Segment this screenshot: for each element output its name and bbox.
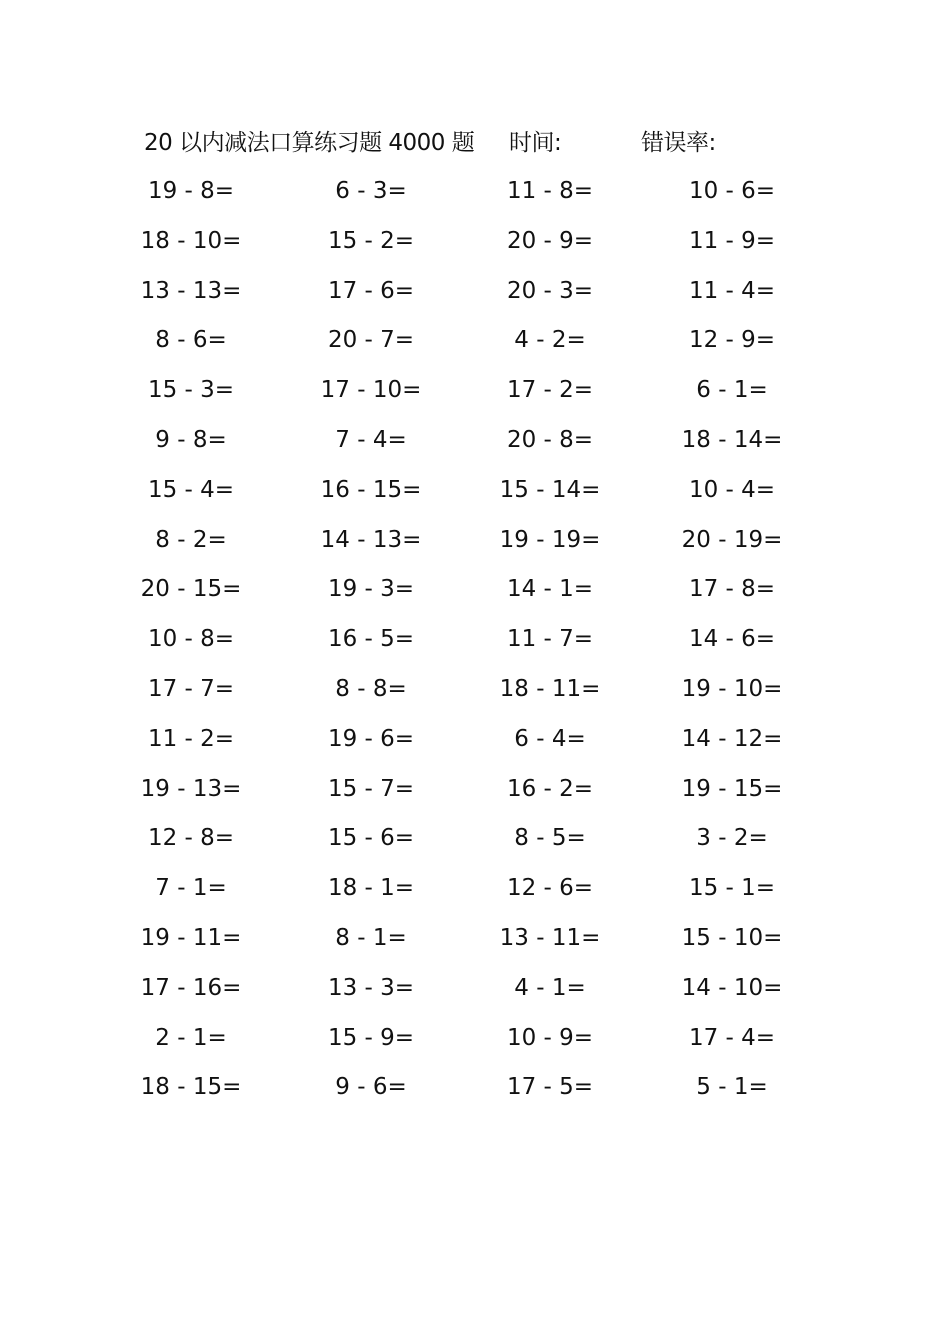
problem-item: 11 - 9= — [688, 227, 776, 254]
problem-item: 20 - 15= — [140, 576, 242, 603]
problem-row — [0, 671, 950, 721]
problem-item: 15 - 9= — [327, 1024, 415, 1051]
problem-row — [0, 472, 950, 522]
problem-row — [0, 920, 950, 970]
time-label: 时间: — [509, 130, 562, 156]
problem-item: 13 - 11= — [499, 924, 601, 951]
problem-item: 18 - 11= — [499, 675, 601, 702]
problem-row — [0, 571, 950, 621]
problem-item: 6 - 1= — [696, 377, 768, 404]
problem-item: 16 - 15= — [320, 476, 422, 503]
problem-item: 8 - 8= — [335, 675, 407, 702]
problem-row — [0, 771, 950, 821]
problem-item: 12 - 9= — [688, 327, 776, 354]
problem-item: 8 - 6= — [155, 327, 227, 354]
problem-item: 14 - 13= — [320, 526, 422, 553]
problem-item: 7 - 1= — [155, 875, 227, 902]
problem-item: 20 - 7= — [327, 327, 415, 354]
problem-item: 6 - 3= — [335, 178, 407, 204]
worksheet-title: 20 以内减法口算练习题 4000 题 — [144, 130, 475, 156]
problem-row — [0, 372, 950, 422]
problem-row — [0, 322, 950, 372]
problem-item: 8 - 2= — [155, 526, 227, 553]
problem-row — [0, 1069, 950, 1119]
problem-item: 4 - 1= — [514, 974, 586, 1001]
problem-item: 14 - 6= — [688, 626, 776, 653]
problem-item: 19 - 13= — [140, 775, 242, 802]
problem-item: 8 - 1= — [335, 924, 407, 951]
problem-item: 15 - 14= — [499, 476, 601, 503]
problem-item: 17 - 4= — [688, 1024, 776, 1051]
problem-row — [0, 820, 950, 870]
problem-item: 6 - 4= — [514, 725, 586, 752]
problem-item: 15 - 6= — [327, 825, 415, 852]
problem-row — [0, 223, 950, 273]
problem-item: 17 - 2= — [506, 377, 594, 404]
problem-row — [0, 273, 950, 323]
problem-item: 15 - 2= — [327, 227, 415, 254]
problem-item: 13 - 13= — [140, 277, 242, 304]
problem-item: 15 - 1= — [688, 875, 776, 902]
problem-item: 17 - 10= — [320, 377, 422, 404]
problem-item: 18 - 1= — [327, 875, 415, 902]
problem-item: 13 - 3= — [327, 974, 415, 1001]
error-rate-label: 错误率: — [641, 130, 716, 156]
problem-row — [0, 173, 950, 223]
problem-item: 2 - 1= — [155, 1024, 227, 1051]
problem-item: 11 - 8= — [506, 178, 594, 204]
problem-row — [0, 870, 950, 920]
problem-item: 18 - 10= — [140, 227, 242, 254]
problem-row — [0, 1020, 950, 1070]
problem-item: 11 - 4= — [688, 277, 776, 304]
problem-item: 16 - 5= — [327, 626, 415, 653]
problem-item: 20 - 9= — [506, 227, 594, 254]
problem-item: 19 - 19= — [499, 526, 601, 553]
worksheet-header — [0, 124, 950, 160]
problem-item: 14 - 12= — [681, 725, 783, 752]
problem-item: 17 - 6= — [327, 277, 415, 304]
problem-item: 10 - 9= — [506, 1024, 594, 1051]
problem-item: 10 - 8= — [147, 626, 235, 653]
problem-item: 9 - 8= — [155, 426, 227, 453]
problem-item: 14 - 1= — [506, 576, 594, 603]
problem-item: 17 - 7= — [147, 675, 235, 702]
problem-item: 15 - 7= — [327, 775, 415, 802]
problem-item: 17 - 5= — [506, 1074, 594, 1101]
problem-item: 10 - 6= — [688, 178, 776, 204]
problem-item: 15 - 10= — [681, 924, 783, 951]
problem-item: 9 - 6= — [335, 1074, 407, 1101]
problem-item: 3 - 2= — [696, 825, 768, 852]
problem-item: 16 - 2= — [506, 775, 594, 802]
problem-item: 11 - 7= — [506, 626, 594, 653]
problem-item: 17 - 16= — [140, 974, 242, 1001]
problem-item: 17 - 8= — [688, 576, 776, 603]
problem-item: 12 - 6= — [506, 875, 594, 902]
problem-item: 4 - 2= — [514, 327, 586, 354]
problem-item: 19 - 15= — [681, 775, 783, 802]
problem-row — [0, 422, 950, 472]
problem-row — [0, 970, 950, 1020]
problem-item: 20 - 19= — [681, 526, 783, 553]
problem-item: 18 - 14= — [681, 426, 783, 453]
problem-item: 19 - 10= — [681, 675, 783, 702]
problem-item: 10 - 4= — [688, 476, 776, 503]
problem-item: 19 - 8= — [147, 178, 235, 204]
problem-item: 19 - 3= — [327, 576, 415, 603]
problem-item: 14 - 10= — [681, 974, 783, 1001]
problem-grid — [0, 173, 950, 1119]
problem-item: 20 - 8= — [506, 426, 594, 453]
problem-item: 18 - 15= — [140, 1074, 242, 1101]
problem-item: 20 - 3= — [506, 277, 594, 304]
problem-item: 12 - 8= — [147, 825, 235, 852]
problem-item: 15 - 3= — [147, 377, 235, 404]
problem-item: 8 - 5= — [514, 825, 586, 852]
problem-item: 7 - 4= — [335, 426, 407, 453]
problem-item: 15 - 4= — [147, 476, 235, 503]
problem-item: 5 - 1= — [696, 1074, 768, 1101]
problem-row — [0, 621, 950, 671]
problem-item: 11 - 2= — [147, 725, 235, 752]
problem-item: 19 - 11= — [140, 924, 242, 951]
problem-row — [0, 522, 950, 572]
problem-item: 19 - 6= — [327, 725, 415, 752]
problem-row — [0, 721, 950, 771]
